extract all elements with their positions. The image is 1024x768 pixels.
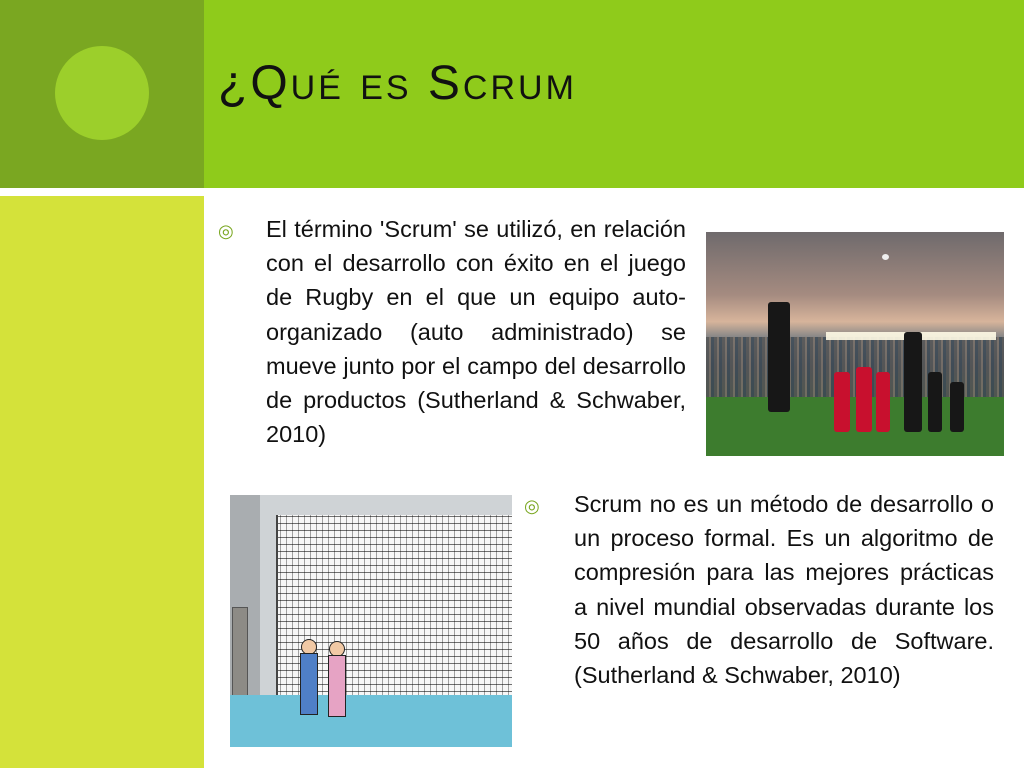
player-red-3 <box>876 372 890 432</box>
bullet-text-1: El término 'Scrum' se utilizó, en relación con el desarrollo con éxito en el juego de Rugby en el que un equipo auto-organizado (auto administrado) se mueve junto por el campo del desarrollo de productos (Sutherland & Schwaber, 2010) <box>266 216 686 448</box>
bullet-icon: ◎ <box>524 496 540 516</box>
header-divider <box>0 188 1024 196</box>
left-side-band <box>0 196 204 768</box>
slide-title: ¿Qué es Scrum <box>218 57 577 110</box>
bullet-icon: ◎ <box>218 221 234 241</box>
player-red-2 <box>856 367 872 432</box>
player-black-2 <box>928 372 942 432</box>
decorative-circle <box>55 46 149 140</box>
player-jumper <box>904 332 922 432</box>
rugby-ball <box>882 254 889 260</box>
cartoon-man-2 <box>328 655 346 717</box>
cartoon-floor <box>230 695 512 747</box>
whiteboard-cartoon-image <box>230 495 512 747</box>
rugby-lineout-photo <box>706 232 1004 456</box>
player-thrower <box>768 302 790 412</box>
cartoon-man-1 <box>300 653 318 715</box>
cartoon-door <box>232 607 248 699</box>
player-red-1 <box>834 372 850 432</box>
player-black-3 <box>950 382 964 432</box>
bullet-text-2: Scrum no es un método de desarrollo o un proceso formal. Es un algoritmo de compresión para las mejores prácticas a nivel mundial observadas durante los 50 años de desarrollo de Software. (Sutherland & Schwaber, 2010) <box>574 491 994 689</box>
